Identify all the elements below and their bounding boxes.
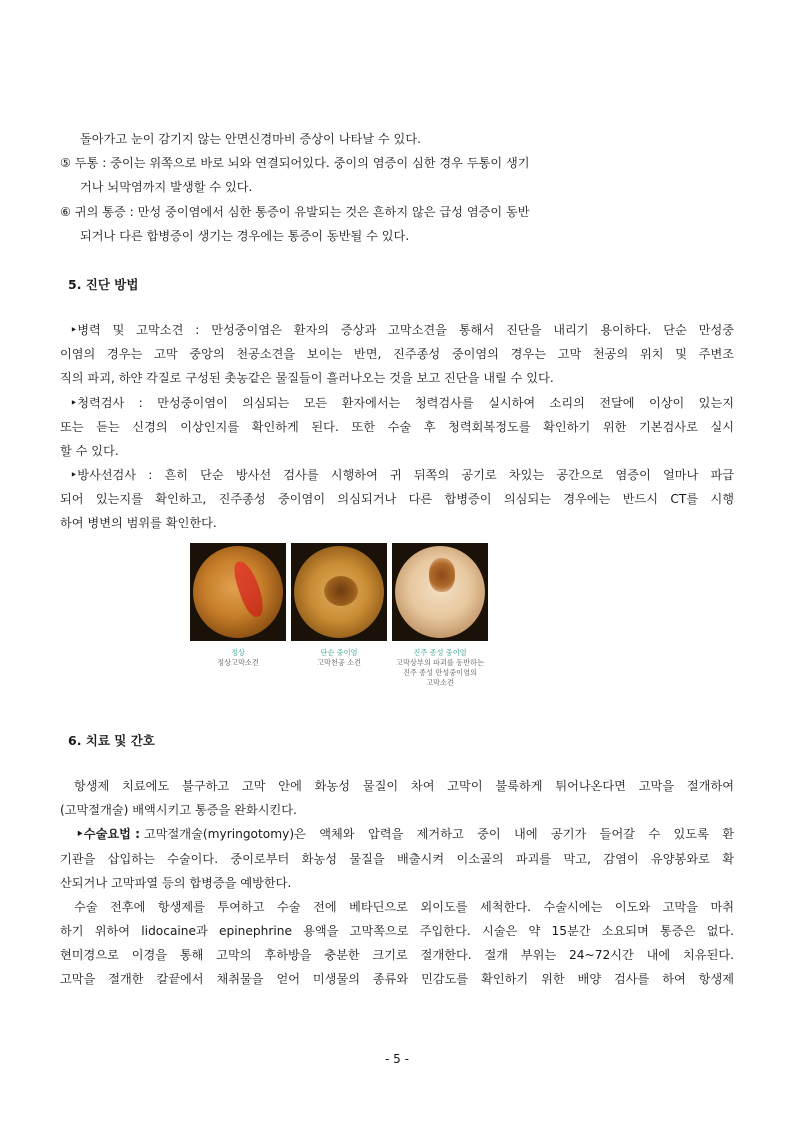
figure-caption: [390, 648, 490, 688]
caption-title: 진주 종성 중이염: [413, 648, 467, 657]
simple-otitis-eardrum-image: [291, 543, 387, 641]
text-line: 수술 전후에 항생제를 투여하고 수술 전에 베타딘으로 외이도를 세척한다. 수술시에는 이도와 고막을 마취: [74, 900, 734, 914]
caption-text: 고막천공 소견: [317, 658, 361, 667]
text-line: 되거나 다른 합병증이 생기는 경우에는 통증이 동반될 수 있다.: [80, 229, 410, 243]
text-line: 거나 뇌막염까지 발생할 수 있다.: [80, 180, 253, 194]
caption-text: 진주 종성 만성중이염의: [402, 668, 477, 677]
caption-text: 고막상부의 파괴를 동반하는: [396, 658, 484, 667]
text-line: 되어 있는지를 확인하고, 진주종성 중이염이 의심되거나 다른 합병증이 의심되는 경우에는 반드시 CT를 시행: [60, 492, 734, 506]
text-line: ‣방사선검사 : 흔히 단순 방사선 검사를 시행하여 귀 뒤쪽의 공기로 차있는 공간으로 염증이 얼마나 파급: [70, 468, 734, 482]
text-line: ⑤ 두통 : 중이는 위쪽으로 바로 뇌와 연결되어있다. 중이의 염증이 심한 경우 두통이 생기: [60, 156, 530, 170]
page-number: - 5 -: [385, 1052, 409, 1066]
text-span: 고막절개술(myringotomy)은 액체와 압력을 제거하고 중이 내에 공기가 들어갈 수 있도록 환: [144, 827, 734, 841]
caption-title: 정상: [231, 648, 245, 657]
caption-text: 고막소견: [426, 678, 454, 687]
cholesteatoma-eardrum-image: [392, 543, 488, 641]
text-line: 직의 파괴, 하얀 각질로 구성된 촛농같은 물질들이 흘러나오는 것을 보고 진단을 내릴 수 있다.: [60, 371, 554, 385]
normal-eardrum-image: [190, 543, 286, 641]
section-heading: 6. 치료 및 간호: [68, 733, 155, 748]
text-line: 돌아가고 눈이 감기지 않는 안면신경마비 증상이 나타날 수 있다.: [80, 132, 421, 146]
text-line: ‣청력검사 : 만성중이염이 의심되는 모든 환자에서는 청력검사를 실시하여 소리의 전달에 이상이 있는지: [70, 396, 734, 410]
text-line: ⑥ 귀의 통증 : 만성 중이염에서 심한 통증이 유발되는 것은 흔하지 않은 급성 염증이 동반: [60, 205, 530, 219]
text-line: 할 수 있다.: [60, 444, 119, 458]
figure-caption: [188, 648, 288, 668]
text-line: 산되거나 고막파열 등의 합병증을 예방한다.: [60, 876, 292, 890]
text-line: 현미경으로 이경을 통해 고막의 후하방을 충분한 크기로 절개한다. 절개 부위는 24~72시간 내에 치유된다.: [60, 948, 734, 962]
text-line: 고막을 절개한 칼끝에서 채취물을 얻어 미생물의 종류와 민감도를 확인하기 위한 배양 검사를 하여 항생제: [60, 972, 734, 986]
text-line: 항생제 치료에도 불구하고 고막 안에 화농성 물질이 차여 고막이 불룩하게 튀어나온다면 고막을 절개하여: [74, 779, 734, 793]
treatment-label: ‣수술요법 :: [76, 827, 140, 841]
figure-caption: [289, 648, 389, 668]
text-line: 이염의 경우는 고막 중앙의 천공소견을 보이는 반면, 진주종성 중이염의 경우는 고막 천공의 위치 및 주변조: [60, 347, 734, 361]
caption-text: 정상고막소견: [217, 658, 259, 667]
text-line: 하여 병변의 범위를 확인한다.: [60, 516, 217, 530]
text-line: 또는 듣는 신경의 이상인지를 확인하게 된다. 또한 수술 후 청력회복정도를 확인하기 위한 기본검사로 실시: [60, 420, 734, 434]
text-line: 기관을 삽입하는 수술이다. 중이로부터 화농성 물질을 배출시켜 이소골의 파괴를 막고, 감염이 유양봉와로 확: [60, 852, 734, 866]
section-heading: 5. 진단 방법: [68, 277, 139, 292]
text-line: (고막절개술) 배액시키고 통증을 완화시킨다.: [60, 803, 297, 817]
text-line: [76, 826, 734, 842]
caption-title: 단순 중이염: [320, 648, 358, 657]
text-line: 하기 위하여 lidocaine과 epinephrine 용액을 고막쪽으로 주입한다. 시술은 약 15분간 소요되며 통증은 없다.: [60, 924, 734, 938]
text-line: ‣병력 및 고막소견 : 만성중이염은 환자의 증상과 고막소견을 통해서 진단을 내리기 용이하다. 단순 만성중: [70, 323, 734, 337]
